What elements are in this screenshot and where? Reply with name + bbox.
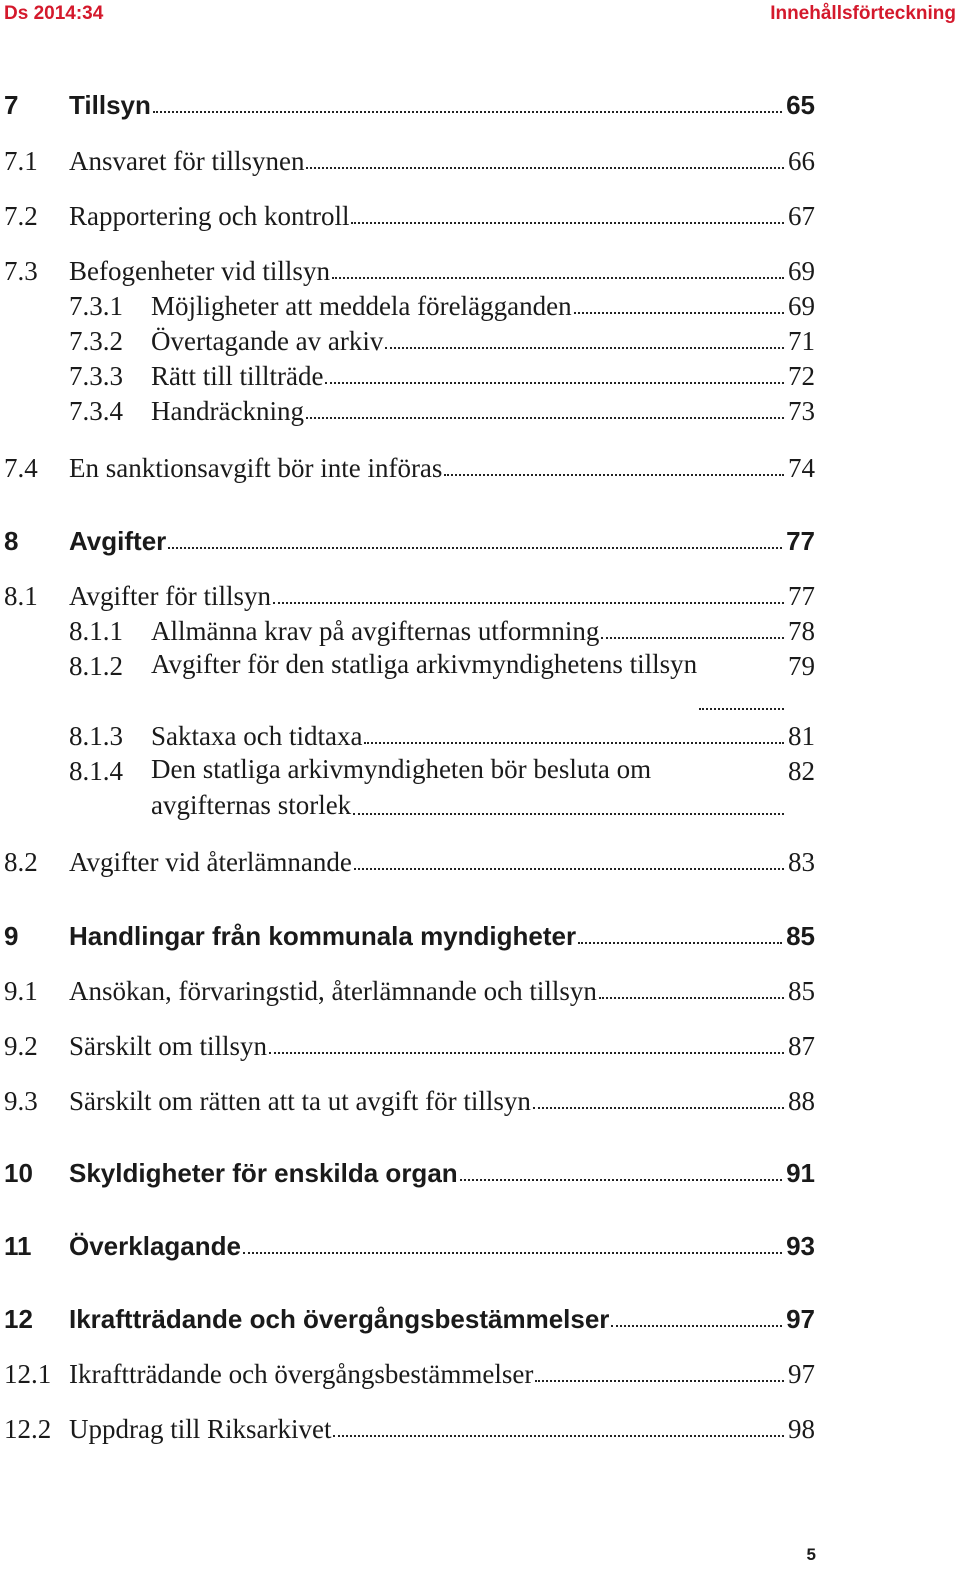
dot-leader bbox=[599, 997, 784, 999]
toc-entry-title: Ansökan, förvaringstid, återlämnande och tillsyn bbox=[69, 976, 597, 1006]
toc-entry-page: 74 bbox=[788, 453, 815, 483]
running-header-left: Ds 2014:34 bbox=[4, 3, 104, 24]
toc-entry-number: 8 bbox=[4, 526, 19, 556]
toc-entry-number: 7.3.4 bbox=[69, 396, 123, 426]
dot-leader bbox=[535, 1380, 784, 1382]
toc-entry-page: 85 bbox=[786, 921, 815, 951]
toc-entry-page: 65 bbox=[786, 90, 815, 120]
toc-entry-number: 7.1 bbox=[4, 146, 38, 176]
running-header-right: Innehållsförteckning bbox=[770, 3, 956, 24]
toc-entry-7-1[interactable] bbox=[0, 141, 815, 181]
toc-entry-number: 7.3.3 bbox=[69, 361, 123, 391]
toc-entry-title: Skyldigheter för enskilda organ bbox=[69, 1158, 458, 1188]
toc-entry-number: 9.1 bbox=[4, 976, 38, 1006]
toc-entry-title: Rapportering och kontroll bbox=[69, 201, 350, 231]
toc-entry-title: Särskilt om rätten att ta ut avgift för tillsyn bbox=[69, 1086, 531, 1116]
toc-entry-page: 79 bbox=[788, 651, 815, 681]
toc-entry-8-1-1[interactable] bbox=[0, 611, 815, 651]
toc-entry-title: Tillsyn bbox=[69, 90, 151, 120]
toc-entry-9[interactable] bbox=[0, 916, 815, 956]
toc-entry-number: 8.1 bbox=[4, 581, 38, 611]
dot-leader bbox=[611, 1325, 782, 1327]
toc-entry-page: 78 bbox=[788, 616, 815, 646]
toc-entry-9-2[interactable] bbox=[0, 1026, 815, 1066]
dot-leader bbox=[325, 382, 784, 384]
dot-leader bbox=[353, 813, 784, 815]
toc-entry-number: 7.2 bbox=[4, 201, 38, 231]
toc-entry-9-3[interactable] bbox=[0, 1081, 815, 1121]
toc-entry-page: 77 bbox=[786, 526, 815, 556]
toc-entry-page: 81 bbox=[788, 721, 815, 751]
toc-entry-8[interactable] bbox=[0, 521, 815, 561]
toc-entry-number: 8.2 bbox=[4, 847, 38, 877]
toc-entry-12-1[interactable] bbox=[0, 1354, 815, 1394]
toc-entry-number: 12 bbox=[4, 1304, 33, 1334]
toc-entry-10[interactable] bbox=[0, 1153, 815, 1193]
dot-leader bbox=[574, 312, 784, 314]
dot-leader bbox=[385, 347, 784, 349]
toc-entry-title: Allmänna krav på avgifternas utformning bbox=[151, 616, 600, 646]
toc-entry-title: Ansvaret för tillsynen bbox=[69, 146, 305, 176]
toc-entry-page: 69 bbox=[788, 256, 815, 286]
toc-entry-page: 97 bbox=[786, 1304, 815, 1334]
toc-entry-number: 9 bbox=[4, 921, 19, 951]
toc-entry-page: 97 bbox=[788, 1359, 815, 1389]
dot-leader bbox=[460, 1179, 782, 1181]
toc-entry-title: Avgifter för den statliga arkivmyndighetens tillsyn bbox=[151, 649, 698, 679]
toc-entry-page: 71 bbox=[788, 326, 815, 356]
toc-entry-7-2[interactable] bbox=[0, 196, 815, 236]
dot-leader bbox=[578, 942, 782, 944]
toc-entry-title: Saktaxa och tidtaxa bbox=[151, 721, 363, 751]
toc-entry-number: 9.2 bbox=[4, 1031, 38, 1061]
toc-entry-page: 93 bbox=[786, 1231, 815, 1261]
toc-entry-title: Uppdrag till Riksarkivet bbox=[69, 1414, 332, 1444]
toc-entry-page: 67 bbox=[788, 201, 815, 231]
toc-entry-title: Den statliga arkivmyndigheten bör besluta om avgifternas storlek bbox=[151, 754, 652, 820]
dot-leader bbox=[444, 474, 784, 476]
toc-entry-number: 9.3 bbox=[4, 1086, 38, 1116]
toc-entry-number: 10 bbox=[4, 1158, 33, 1188]
toc-entry-number: 12.2 bbox=[4, 1414, 52, 1444]
toc-entry-title: Möjligheter att meddela förelägganden bbox=[151, 291, 572, 321]
toc-entry-number: 8.1.3 bbox=[69, 721, 123, 751]
toc-entry-title: Ikraftträdande och övergångsbestämmelser bbox=[69, 1304, 610, 1334]
dot-leader bbox=[273, 602, 784, 604]
toc-entry-title: Överklagande bbox=[69, 1231, 241, 1261]
toc-entry-title: Handräckning bbox=[151, 396, 304, 426]
toc-entry-7-3-1[interactable] bbox=[0, 286, 815, 326]
toc-entry-title: Övertagande av arkiv bbox=[151, 326, 384, 356]
toc-entry-title: Rätt till tillträde bbox=[151, 361, 324, 391]
dot-leader bbox=[364, 742, 784, 744]
dot-leader bbox=[306, 167, 784, 169]
toc-entry-page: 83 bbox=[788, 847, 815, 877]
dot-leader bbox=[153, 111, 782, 113]
toc-entry-title: Ikraftträdande och övergångsbestämmelser bbox=[69, 1359, 534, 1389]
toc-entry-page: 72 bbox=[788, 361, 815, 391]
toc-entry-page: 69 bbox=[788, 291, 815, 321]
toc-entry-8-1-4[interactable] bbox=[0, 751, 815, 827]
toc-entry-number: 7.3 bbox=[4, 256, 38, 286]
toc-entry-8-1[interactable] bbox=[0, 576, 815, 616]
toc-entry-9-1[interactable] bbox=[0, 971, 815, 1011]
toc-entry-8-1-3[interactable] bbox=[0, 716, 815, 756]
toc-entry-number: 8.1.4 bbox=[69, 756, 123, 786]
toc-entry-number: 8.1.2 bbox=[69, 651, 123, 681]
toc-entry-number: 7.4 bbox=[4, 453, 38, 483]
dot-leader bbox=[533, 1107, 784, 1109]
toc-entry-12-2[interactable] bbox=[0, 1409, 815, 1449]
toc-entry-number: 7.3.2 bbox=[69, 326, 123, 356]
toc-entry-page: 98 bbox=[788, 1414, 815, 1444]
dot-leader bbox=[269, 1052, 784, 1054]
toc-entry-12[interactable] bbox=[0, 1299, 815, 1339]
toc-entry-title: Handlingar från kommunala myndigheter bbox=[69, 921, 577, 951]
toc-entry-page: 66 bbox=[788, 146, 815, 176]
toc-entry-title: Avgifter för tillsyn bbox=[69, 581, 271, 611]
toc-entry-number: 7.3.1 bbox=[69, 291, 123, 321]
dot-leader bbox=[306, 417, 784, 419]
dot-leader bbox=[333, 1435, 784, 1437]
toc-entry-8-1-2[interactable] bbox=[0, 646, 815, 722]
toc-entry-title: Avgifter vid återlämnande bbox=[69, 847, 352, 877]
toc-entry-title: En sanktionsavgift bör inte införas bbox=[69, 453, 443, 483]
dot-leader bbox=[699, 708, 784, 710]
toc-entry-number: 12.1 bbox=[4, 1359, 52, 1389]
dot-leader bbox=[601, 637, 784, 639]
toc-entry-number: 11 bbox=[4, 1231, 32, 1261]
toc-entry-page: 82 bbox=[788, 756, 815, 786]
toc-entry-title: Befogenheter vid tillsyn bbox=[69, 256, 330, 286]
toc-entry-page: 88 bbox=[788, 1086, 815, 1116]
toc-entry-title: Särskilt om tillsyn bbox=[69, 1031, 268, 1061]
dot-leader bbox=[332, 277, 784, 279]
toc-entry-7-3-3[interactable] bbox=[0, 356, 815, 396]
toc-entry-page: 73 bbox=[788, 396, 815, 426]
toc-entry-7-3-2[interactable] bbox=[0, 321, 815, 361]
toc-entry-11[interactable] bbox=[0, 1226, 815, 1266]
dot-leader bbox=[351, 222, 784, 224]
toc-entry-number: 7 bbox=[4, 90, 19, 120]
toc-entry-page: 85 bbox=[788, 976, 815, 1006]
dot-leader bbox=[168, 547, 782, 549]
toc-entry-7[interactable] bbox=[0, 85, 815, 125]
toc-entry-page: 91 bbox=[786, 1158, 815, 1188]
dot-leader bbox=[354, 868, 784, 870]
toc-entry-8-2[interactable] bbox=[0, 842, 815, 882]
toc-entry-title: Avgifter bbox=[69, 526, 167, 556]
dot-leader bbox=[243, 1252, 782, 1254]
toc-entry-7-4[interactable] bbox=[0, 448, 815, 488]
toc-entry-7-3[interactable] bbox=[0, 251, 815, 291]
toc-entry-number: 8.1.1 bbox=[69, 616, 123, 646]
toc-entry-page: 77 bbox=[788, 581, 815, 611]
toc-entry-7-3-4[interactable] bbox=[0, 391, 815, 431]
page-number: 5 bbox=[806, 1545, 816, 1564]
toc-entry-page: 87 bbox=[788, 1031, 815, 1061]
